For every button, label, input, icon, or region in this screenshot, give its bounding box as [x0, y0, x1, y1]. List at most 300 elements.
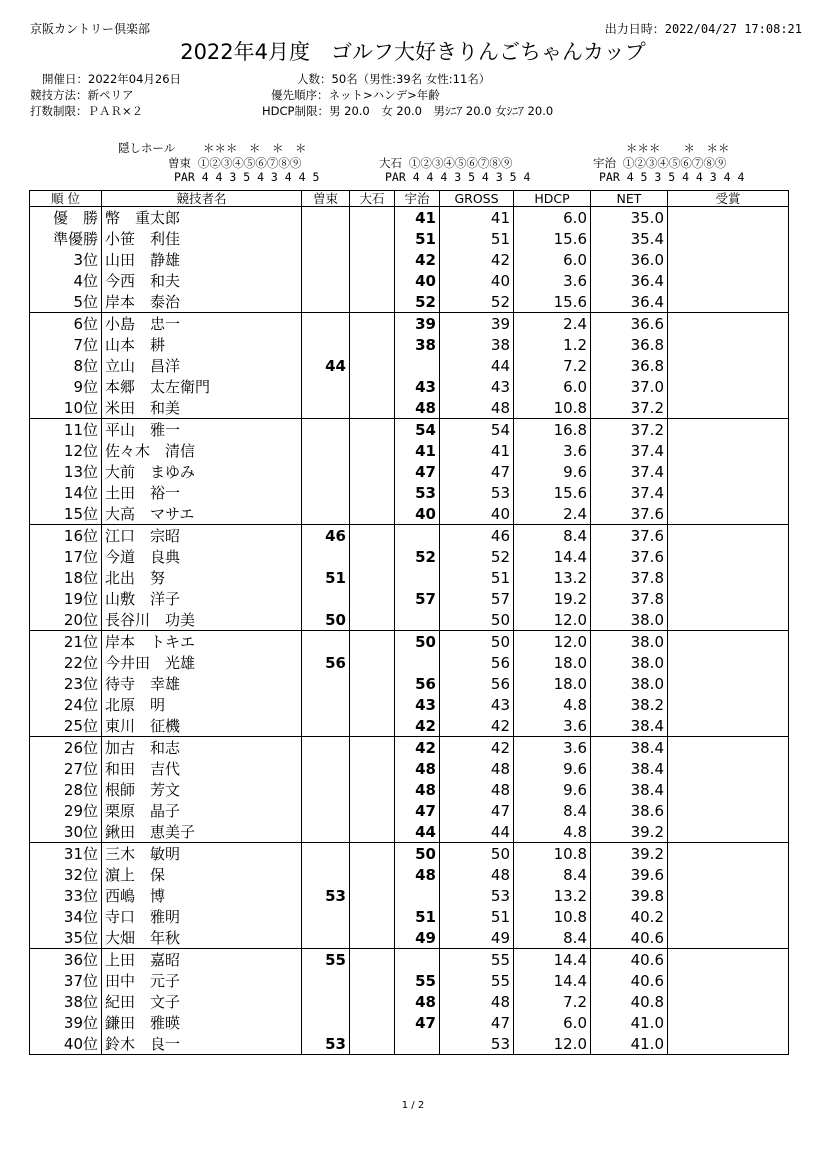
col-header-award: 受賞 [668, 191, 789, 207]
gross-cell: 51 [440, 228, 514, 249]
hdcp-cell: 7.2 [514, 355, 591, 376]
player-name-cell: 立山 昌洋 [102, 355, 302, 376]
gross-cell: 52 [440, 546, 514, 567]
gross-cell: 56 [440, 673, 514, 694]
rank-cell: 34位 [30, 906, 102, 927]
hdcp-cell: 15.6 [514, 482, 591, 503]
hdcp-cell: 10.8 [514, 843, 591, 865]
uji-score-cell: 40 [395, 270, 440, 291]
table-row [30, 949, 789, 971]
gross-cell: 48 [440, 779, 514, 800]
award-cell [668, 546, 789, 567]
table-row [30, 800, 789, 821]
table-row [30, 397, 789, 419]
sotsuka-score-cell [302, 207, 350, 229]
gross-cell: 50 [440, 843, 514, 865]
sotsuka-score-cell: 53 [302, 1033, 350, 1055]
net-cell: 40.6 [591, 949, 668, 971]
player-name-cell: 長谷川 功美 [102, 609, 302, 631]
table-row [30, 885, 789, 906]
table-row [30, 270, 789, 291]
player-name-cell: 加古 和志 [102, 737, 302, 759]
table-row [30, 737, 789, 759]
uji-par: PAR 4 5 3 5 4 4 3 4 4 [599, 170, 745, 184]
player-name-cell: 幣 重太郎 [102, 207, 302, 229]
oishi-score-cell [350, 609, 395, 631]
uji-score-cell: 41 [395, 440, 440, 461]
gross-cell: 39 [440, 313, 514, 335]
sotsuka-score-cell: 55 [302, 949, 350, 971]
sotsuka-score-cell [302, 1012, 350, 1033]
uji-score-cell: 41 [395, 207, 440, 229]
gross-cell: 48 [440, 864, 514, 885]
col-header-gross: GROSS [440, 191, 514, 207]
hdcp-cell: 8.4 [514, 927, 591, 949]
uji-score-cell [395, 885, 440, 906]
uji-score-cell: 43 [395, 694, 440, 715]
table-row [30, 609, 789, 631]
player-name-cell: 平山 雅一 [102, 419, 302, 441]
gross-cell: 41 [440, 207, 514, 229]
rank-cell: 優 勝 [30, 207, 102, 229]
sotsuka-score-cell [302, 546, 350, 567]
uji-score-cell: 48 [395, 758, 440, 779]
uji-score-cell [395, 1033, 440, 1055]
gross-cell: 42 [440, 737, 514, 759]
hdcp-cell: 16.8 [514, 419, 591, 441]
net-cell: 36.4 [591, 291, 668, 313]
uji-score-cell: 49 [395, 927, 440, 949]
table-row [30, 440, 789, 461]
uji-score-cell: 43 [395, 376, 440, 397]
player-name-cell: 栗原 晶子 [102, 800, 302, 821]
hdcp-cell: 14.4 [514, 546, 591, 567]
sotsuka-score-cell [302, 631, 350, 653]
rank-cell: 29位 [30, 800, 102, 821]
hdcp-cell: 12.0 [514, 1033, 591, 1055]
uji-score-cell: 47 [395, 800, 440, 821]
net-cell: 38.4 [591, 758, 668, 779]
gross-cell: 53 [440, 1033, 514, 1055]
table-row [30, 1033, 789, 1055]
table-row [30, 673, 789, 694]
oishi-score-cell [350, 376, 395, 397]
col-header-rank: 順 位 [30, 191, 102, 207]
rank-cell: 8位 [30, 355, 102, 376]
net-cell: 37.4 [591, 461, 668, 482]
sotsuka-score-cell [302, 906, 350, 927]
uji-score-cell: 42 [395, 737, 440, 759]
net-cell: 38.6 [591, 800, 668, 821]
printed-datetime: 出力日時：2022/04/27 17:08:21 [604, 22, 802, 36]
award-cell [668, 228, 789, 249]
hdcp-cell: 7.2 [514, 991, 591, 1012]
gross-cell: 55 [440, 949, 514, 971]
gross-cell: 46 [440, 525, 514, 547]
net-cell: 41.0 [591, 1012, 668, 1033]
sotsuka-score-cell [302, 334, 350, 355]
hdcp-cell: 6.0 [514, 376, 591, 397]
gross-cell: 48 [440, 758, 514, 779]
oishi-score-cell [350, 503, 395, 525]
player-name-cell: 山田 静雄 [102, 249, 302, 270]
player-name-cell: 紀田 文子 [102, 991, 302, 1012]
net-cell: 37.4 [591, 440, 668, 461]
table-row [30, 567, 789, 588]
rank-cell: 27位 [30, 758, 102, 779]
award-cell [668, 207, 789, 229]
award-cell [668, 843, 789, 865]
hdcp-cell: 9.6 [514, 779, 591, 800]
table-row [30, 461, 789, 482]
uji-score-cell: 55 [395, 970, 440, 991]
rank-cell: 37位 [30, 970, 102, 991]
oishi-score-cell [350, 291, 395, 313]
gross-cell: 57 [440, 588, 514, 609]
net-cell: 38.2 [591, 694, 668, 715]
award-cell [668, 970, 789, 991]
award-cell [668, 864, 789, 885]
gross-cell: 51 [440, 567, 514, 588]
oishi-score-cell [350, 758, 395, 779]
player-name-cell: 佐々木 清信 [102, 440, 302, 461]
oishi-score-cell [350, 673, 395, 694]
rank-cell: 9位 [30, 376, 102, 397]
table-row [30, 715, 789, 737]
hdcp-cell: 8.4 [514, 864, 591, 885]
gross-cell: 47 [440, 461, 514, 482]
oishi-score-cell [350, 270, 395, 291]
sotsuka-score-cell [302, 715, 350, 737]
sotsuka-score-cell [302, 673, 350, 694]
gross-cell: 42 [440, 249, 514, 270]
award-cell [668, 355, 789, 376]
sotsuka-par: PAR 4 4 3 5 4 3 4 4 5 [174, 170, 320, 184]
results-table [29, 190, 789, 1055]
table-row [30, 291, 789, 313]
sotsuka-score-cell [302, 758, 350, 779]
col-header-hdcp: HDCP [514, 191, 591, 207]
hdcp-cell: 1.2 [514, 334, 591, 355]
net-cell: 37.6 [591, 546, 668, 567]
net-cell: 38.0 [591, 609, 668, 631]
hdcp-cell: 6.0 [514, 249, 591, 270]
award-cell [668, 694, 789, 715]
sotsuka-score-cell: 56 [302, 652, 350, 673]
player-name-cell: 今道 良典 [102, 546, 302, 567]
hdcp-cell: 13.2 [514, 567, 591, 588]
rank-cell: 20位 [30, 609, 102, 631]
col-header-sotsuka: 曽束 [302, 191, 350, 207]
award-cell [668, 376, 789, 397]
award-cell [668, 291, 789, 313]
sotsuka-score-cell [302, 313, 350, 335]
uji-score-cell: 52 [395, 291, 440, 313]
oishi-score-cell [350, 631, 395, 653]
rank-cell: 3位 [30, 249, 102, 270]
rank-cell: 16位 [30, 525, 102, 547]
player-name-cell: 山本 耕 [102, 334, 302, 355]
rank-cell: 13位 [30, 461, 102, 482]
uji-score-cell: 38 [395, 334, 440, 355]
player-name-cell: 今井田 光雄 [102, 652, 302, 673]
sotsuka-hidden-marks: ＊＊＊ ＊ ＊ ＊ [203, 141, 307, 155]
uji-score-cell: 48 [395, 991, 440, 1012]
oishi-holes: 大石 ①②③④⑤⑥⑦⑧⑨ [379, 156, 513, 170]
net-cell: 39.2 [591, 821, 668, 843]
oishi-score-cell [350, 821, 395, 843]
hdcp-cell: 14.4 [514, 949, 591, 971]
uji-score-cell: 56 [395, 673, 440, 694]
gross-cell: 40 [440, 270, 514, 291]
hdcp-cell: 4.8 [514, 694, 591, 715]
rank-cell: 21位 [30, 631, 102, 653]
net-cell: 36.6 [591, 313, 668, 335]
uji-score-cell: 47 [395, 1012, 440, 1033]
net-cell: 35.4 [591, 228, 668, 249]
player-name-cell: 上田 嘉昭 [102, 949, 302, 971]
oishi-score-cell [350, 249, 395, 270]
col-header-oishi: 大石 [350, 191, 395, 207]
net-cell: 40.2 [591, 906, 668, 927]
participant-count: 人数：50名（男性:39名 女性:11名） [297, 72, 491, 86]
sotsuka-score-cell [302, 927, 350, 949]
oishi-score-cell [350, 228, 395, 249]
col-header-uji: 宇治 [395, 191, 440, 207]
hdcp-cell: 10.8 [514, 906, 591, 927]
hdcp-cell: 9.6 [514, 461, 591, 482]
player-name-cell: 岸本 トキエ [102, 631, 302, 653]
table-row [30, 355, 789, 376]
player-name-cell: 土田 裕一 [102, 482, 302, 503]
award-cell [668, 949, 789, 971]
net-cell: 36.4 [591, 270, 668, 291]
player-name-cell: 岸本 泰治 [102, 291, 302, 313]
gross-cell: 47 [440, 800, 514, 821]
sotsuka-score-cell [302, 461, 350, 482]
player-name-cell: 和田 吉代 [102, 758, 302, 779]
col-header-name: 競技者名 [102, 191, 302, 207]
oishi-score-cell [350, 567, 395, 588]
uji-score-cell: 51 [395, 906, 440, 927]
sotsuka-score-cell [302, 376, 350, 397]
player-name-cell: 寺口 雅明 [102, 906, 302, 927]
oishi-score-cell [350, 843, 395, 865]
hdcp-cell: 4.8 [514, 821, 591, 843]
competition-method: 競技方法：新ペリア [30, 88, 134, 102]
award-cell [668, 779, 789, 800]
sotsuka-score-cell [302, 970, 350, 991]
uji-score-cell [395, 567, 440, 588]
table-row [30, 843, 789, 865]
sotsuka-score-cell: 46 [302, 525, 350, 547]
uji-hidden-marks: ＊＊＊ ＊ ＊＊ [626, 141, 730, 155]
gross-cell: 54 [440, 419, 514, 441]
player-name-cell: 待寺 幸雄 [102, 673, 302, 694]
table-row [30, 313, 789, 335]
oishi-score-cell [350, 885, 395, 906]
award-cell [668, 991, 789, 1012]
oishi-score-cell [350, 1033, 395, 1055]
net-cell: 37.8 [591, 588, 668, 609]
hdcp-cell: 18.0 [514, 673, 591, 694]
oishi-score-cell [350, 864, 395, 885]
rank-cell: 38位 [30, 991, 102, 1012]
award-cell [668, 482, 789, 503]
sotsuka-score-cell [302, 270, 350, 291]
award-cell [668, 567, 789, 588]
award-cell [668, 652, 789, 673]
player-name-cell: 本郷 太左衛門 [102, 376, 302, 397]
uji-score-cell: 48 [395, 779, 440, 800]
award-cell [668, 821, 789, 843]
table-row [30, 694, 789, 715]
oishi-score-cell [350, 207, 395, 229]
oishi-score-cell [350, 397, 395, 419]
oishi-score-cell [350, 949, 395, 971]
net-cell: 37.4 [591, 482, 668, 503]
rank-cell: 14位 [30, 482, 102, 503]
rank-cell: 36位 [30, 949, 102, 971]
award-cell [668, 525, 789, 547]
sotsuka-score-cell: 44 [302, 355, 350, 376]
net-cell: 39.2 [591, 843, 668, 865]
uji-score-cell: 51 [395, 228, 440, 249]
page-title: 2022年4月度 ゴルフ大好きりんごちゃんカップ [180, 40, 646, 64]
net-cell: 40.6 [591, 970, 668, 991]
gross-cell: 40 [440, 503, 514, 525]
sotsuka-score-cell [302, 737, 350, 759]
table-row [30, 906, 789, 927]
oishi-score-cell [350, 906, 395, 927]
uji-score-cell [395, 525, 440, 547]
oishi-score-cell [350, 715, 395, 737]
hdcp-cell: 8.4 [514, 525, 591, 547]
player-name-cell: 小笹 利佳 [102, 228, 302, 249]
sotsuka-score-cell [302, 588, 350, 609]
hdcp-cell: 3.6 [514, 440, 591, 461]
stroke-limit: 打数制限：ＰＡＲ×２ [30, 104, 144, 118]
net-cell: 40.8 [591, 991, 668, 1012]
rank-cell: 35位 [30, 927, 102, 949]
award-cell [668, 334, 789, 355]
rank-cell: 40位 [30, 1033, 102, 1055]
gross-cell: 51 [440, 906, 514, 927]
hdcp-cell: 2.4 [514, 503, 591, 525]
uji-score-cell: 48 [395, 864, 440, 885]
net-cell: 36.8 [591, 355, 668, 376]
player-name-cell: 三木 敏明 [102, 843, 302, 865]
sotsuka-score-cell [302, 440, 350, 461]
oishi-score-cell [350, 525, 395, 547]
table-row [30, 652, 789, 673]
sotsuka-score-cell [302, 991, 350, 1012]
award-cell [668, 609, 789, 631]
net-cell: 38.4 [591, 779, 668, 800]
award-cell [668, 440, 789, 461]
table-row [30, 991, 789, 1012]
award-cell [668, 927, 789, 949]
uji-score-cell [395, 949, 440, 971]
uji-score-cell: 47 [395, 461, 440, 482]
table-row [30, 779, 789, 800]
hdcp-cell: 6.0 [514, 1012, 591, 1033]
table-row [30, 758, 789, 779]
net-cell: 37.8 [591, 567, 668, 588]
oishi-score-cell [350, 419, 395, 441]
oishi-score-cell [350, 461, 395, 482]
rank-cell: 33位 [30, 885, 102, 906]
rank-cell: 28位 [30, 779, 102, 800]
gross-cell: 47 [440, 1012, 514, 1033]
net-cell: 35.0 [591, 207, 668, 229]
uji-score-cell [395, 609, 440, 631]
award-cell [668, 885, 789, 906]
award-cell [668, 397, 789, 419]
player-name-cell: 江口 宗昭 [102, 525, 302, 547]
oishi-score-cell [350, 991, 395, 1012]
sotsuka-score-cell [302, 694, 350, 715]
award-cell [668, 737, 789, 759]
oishi-score-cell [350, 927, 395, 949]
sotsuka-score-cell [302, 482, 350, 503]
rank-cell: 39位 [30, 1012, 102, 1033]
net-cell: 41.0 [591, 1033, 668, 1055]
player-name-cell: 西嶋 博 [102, 885, 302, 906]
gross-cell: 44 [440, 821, 514, 843]
award-cell [668, 673, 789, 694]
oishi-score-cell [350, 588, 395, 609]
gross-cell: 53 [440, 885, 514, 906]
table-row [30, 927, 789, 949]
table-row [30, 334, 789, 355]
award-cell [668, 588, 789, 609]
hidden-holes-label: 隠しホール [118, 141, 176, 155]
oishi-score-cell [350, 546, 395, 567]
player-name-cell: 鎌田 雅暎 [102, 1012, 302, 1033]
gross-cell: 42 [440, 715, 514, 737]
uji-score-cell: 50 [395, 843, 440, 865]
uji-score-cell: 40 [395, 503, 440, 525]
uji-score-cell: 53 [395, 482, 440, 503]
table-row [30, 228, 789, 249]
gross-cell: 43 [440, 376, 514, 397]
uji-score-cell: 48 [395, 397, 440, 419]
rank-cell: 7位 [30, 334, 102, 355]
hdcp-cell: 3.6 [514, 270, 591, 291]
rank-cell: 23位 [30, 673, 102, 694]
gross-cell: 48 [440, 397, 514, 419]
award-cell [668, 715, 789, 737]
sotsuka-score-cell [302, 843, 350, 865]
sotsuka-score-cell [302, 503, 350, 525]
rank-cell: 4位 [30, 270, 102, 291]
gross-cell: 56 [440, 652, 514, 673]
table-row [30, 376, 789, 397]
event-date: 開催日：2022年04月26日 [42, 72, 182, 86]
player-name-cell: 大前 まゆみ [102, 461, 302, 482]
net-cell: 40.6 [591, 927, 668, 949]
uji-score-cell: 44 [395, 821, 440, 843]
award-cell [668, 249, 789, 270]
award-cell [668, 270, 789, 291]
oishi-score-cell [350, 694, 395, 715]
rank-cell: 12位 [30, 440, 102, 461]
gross-cell: 52 [440, 291, 514, 313]
award-cell [668, 800, 789, 821]
net-cell: 38.4 [591, 737, 668, 759]
player-name-cell: 根師 芳文 [102, 779, 302, 800]
